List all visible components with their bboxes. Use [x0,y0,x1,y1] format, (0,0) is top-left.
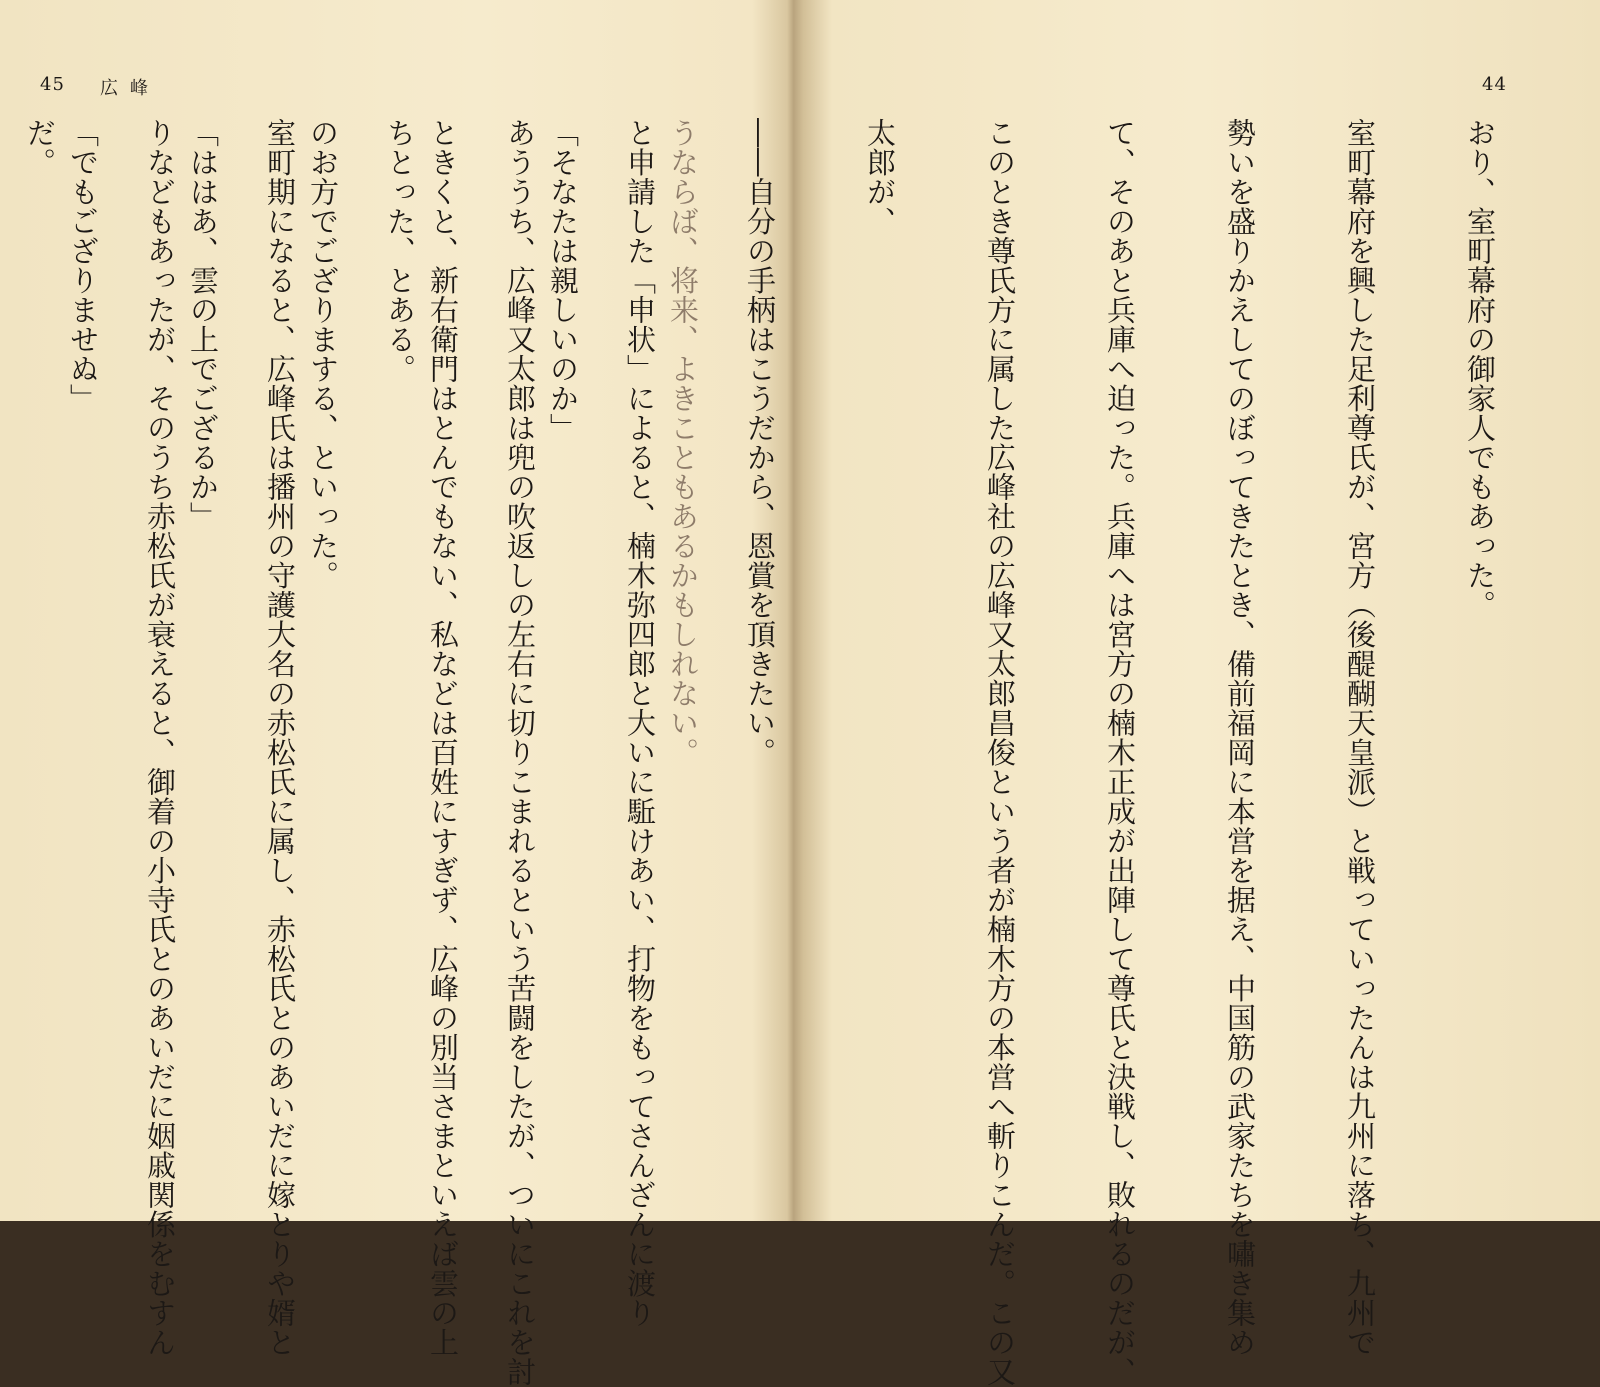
text-line: ――自分の手柄はこうだから、恩賞を頂きたい。 [743,118,777,767]
page-number-left: 45 [40,74,65,95]
text-line: 室町期になると、広峰氏は播州の守護大名の赤松氏に属し、赤松氏とのあいだに嫁とりや婿と [263,118,297,1357]
text-line: あううち、広峰又太郎は兜の吹返しの左右に切りこまれるという苦闘をしたが、ついにこれを討 [503,118,537,1387]
text-line: うならば、将来、よきこともあるかもしれない。 [666,118,700,767]
text-line: 「ははあ、雲の上でござるか」 [186,118,220,531]
text-line: 太郎が、 [863,118,897,236]
text-line: りなどもあったが、そのうち赤松氏が衰えると、御着の小寺氏とのあいだに姻戚関係をむすん [143,118,177,1357]
text-line: 「でもござりませぬ」 [66,118,100,413]
text-line: 勢いを盛りかえしてのぼってきたとき、備前福岡に本営を据え、中国筋の武家たちを嘯き集め [1223,118,1257,1357]
text-line: だ。 [23,118,57,177]
text-line: と申請した「申状」によると、楠木弥四郎と大いに駈けあい、打物をもってさんざんに渡り [623,118,657,1328]
text-line: おり、室町幕府の御家人でもあった。 [1463,118,1497,620]
text-line: のお方でござりまする、といった。 [306,118,340,590]
text-line: ときくと、新右衛門はとんでもない、私などは百姓にすぎず、広峰の別当さまといえば雲の上 [426,118,460,1357]
text-line: ちとった、とある。 [383,118,417,384]
running-head: 広峰 [100,78,160,99]
text-line: て、そのあと兵庫へ迫った。兵庫へは宮方の楠木正成が出陣して尊氏と決戦し、敗れるのだが、 [1103,118,1137,1387]
page-number-right: 44 [1482,74,1507,95]
text-line: 「そなたは親しいのか」 [546,118,580,443]
text-line: 室町幕府を興した足利尊氏が、宮方（後醍醐天皇派）と戦っていったんは九州に落ち、九州で [1343,118,1377,1357]
text-line: このとき尊氏方に属した広峰社の広峰又太郎昌俊という者が楠木方の本営へ斬りこんだ。この又 [983,118,1017,1387]
